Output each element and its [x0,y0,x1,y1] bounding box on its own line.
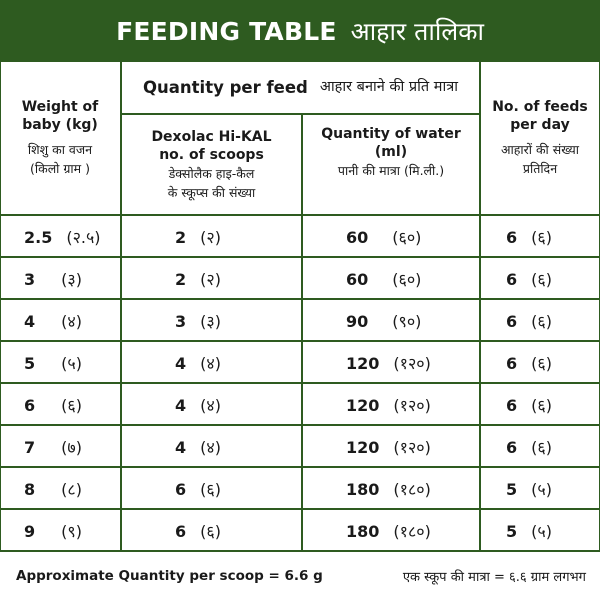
water-value: 60 [346,227,369,247]
weight-value-hindi: (३) [61,270,82,289]
scoop-note-hindi: एक स्कूप की मात्रा = ६.६ ग्राम लगभग [402,570,586,585]
weight-value: 8 [24,479,36,499]
feeds-value-hindi: (६) [531,438,552,457]
water-value: 120 [346,395,380,415]
scoops-value: 3 [175,311,187,331]
scoops-value-hindi: (४) [200,354,221,373]
title-english: FEEDING TABLE [116,16,337,46]
table-row [0,384,600,426]
header-scoops-en-line2: no. of scoops [159,146,264,163]
water-value-hindi: (१२०) [393,438,431,457]
table-row [0,426,600,468]
water-value-hindi: (१२०) [393,396,431,415]
feeds-value: 5 [506,521,518,541]
water-value: 60 [346,269,369,289]
feeds-value-hindi: (६) [531,228,552,247]
scoops-value: 2 [175,269,187,289]
feeds-value-hindi: (६) [531,270,552,289]
water-value-hindi: (९०) [392,312,422,331]
scoop-note-english: Approximate Quantity per scoop = 6.6 g [16,568,323,584]
scoops-value-hindi: (३) [200,312,221,331]
title-hindi: आहार तालिका [350,17,484,46]
scoops-value-hindi: (४) [200,396,221,415]
header-feeds-hi-line2: प्रतिदिन [522,161,558,176]
header-feeds-hi-line1: आहारों की संख्या [500,142,580,157]
feeds-value: 6 [506,437,518,457]
header-water-en-line2: (ml) [374,144,408,160]
scoops-value: 6 [175,521,187,541]
table-row [0,258,600,300]
header-quantity-hi: आहार बनाने की प्रति मात्रा [319,79,458,95]
header-scoops-hi-line1: डेक्सोलैक हाइ-कैल [168,165,255,181]
scoops-value: 4 [175,437,187,457]
scoops-value-hindi: (२) [200,270,221,289]
header-weight-hi-line1: शिशु का वजन [27,142,93,157]
feeds-value: 5 [506,479,518,499]
feeds-value-hindi: (६) [531,312,552,331]
weight-value: 6 [24,395,36,415]
water-value: 180 [346,521,380,541]
water-value-hindi: (१८०) [393,522,431,541]
water-value-hindi: (६०) [392,228,422,247]
header-scoops-en-line1: Dexolac Hi-KAL [151,128,272,145]
scoops-value: 4 [175,353,187,373]
weight-value-hindi: (२.५) [66,228,101,247]
header-scoops-hi-line2: के स्कूप्स की संख्या [167,184,256,200]
weight-value-hindi: (४) [61,312,82,331]
weight-value: 4 [24,311,36,331]
scoops-value-hindi: (६) [200,522,221,541]
header-feeds-en-line2: per day [510,117,570,133]
water-value-hindi: (६०) [392,270,422,289]
table-row [0,216,600,258]
feeds-value: 6 [506,227,518,247]
scoops-value-hindi: (६) [200,480,221,499]
header-weight-en-line2: baby (kg) [22,117,98,133]
table-row [0,468,600,510]
scoops-value: 2 [175,227,187,247]
table-row [0,300,600,342]
feeds-value-hindi: (५) [531,480,552,499]
table-title-banner [0,0,600,62]
feeds-value: 6 [506,353,518,373]
weight-value: 3 [24,269,36,289]
water-value-hindi: (१८०) [393,480,431,499]
weight-value-hindi: (९) [61,522,82,541]
weight-value-hindi: (७) [61,438,82,457]
weight-value-hindi: (६) [61,396,82,415]
feeds-value-hindi: (६) [531,396,552,415]
header-weight-en-line1: Weight of [21,99,99,115]
feeds-value: 6 [506,395,518,415]
scoops-value-hindi: (४) [200,438,221,457]
header-weight [0,62,120,214]
table-row [0,342,600,384]
scoop-note [0,560,600,592]
scoops-value: 4 [175,395,187,415]
table-row [0,510,600,552]
water-value: 90 [346,311,369,331]
water-value: 120 [346,353,380,373]
water-value: 180 [346,479,380,499]
header-water-en-line1: Quantity of water [321,126,461,142]
feeds-value-hindi: (६) [531,354,552,373]
header-water [303,115,479,214]
feeding-table [0,62,600,552]
feeds-value-hindi: (५) [531,522,552,541]
feeds-value: 6 [506,269,518,289]
weight-value: 9 [24,521,36,541]
header-quantity-per-feed [122,62,479,113]
weight-value: 5 [24,353,36,373]
feeds-value: 6 [506,311,518,331]
header-feeds-en-line1: No. of feeds [492,99,588,115]
water-value-hindi: (१२०) [393,354,431,373]
header-weight-hi-line2: (किलो ग्राम ) [29,161,90,176]
header-scoops [122,115,301,214]
header-water-hi-line1: पानी की मात्रा (मि.ली.) [337,163,445,178]
header-quantity-en: Quantity per feed [143,77,308,97]
header-feeds [481,62,599,214]
weight-value: 2.5 [24,227,53,247]
weight-value: 7 [24,437,36,457]
water-value: 120 [346,437,380,457]
scoops-value-hindi: (२) [200,228,221,247]
scoops-value: 6 [175,479,187,499]
weight-value-hindi: (८) [61,480,82,499]
weight-value-hindi: (५) [61,354,82,373]
